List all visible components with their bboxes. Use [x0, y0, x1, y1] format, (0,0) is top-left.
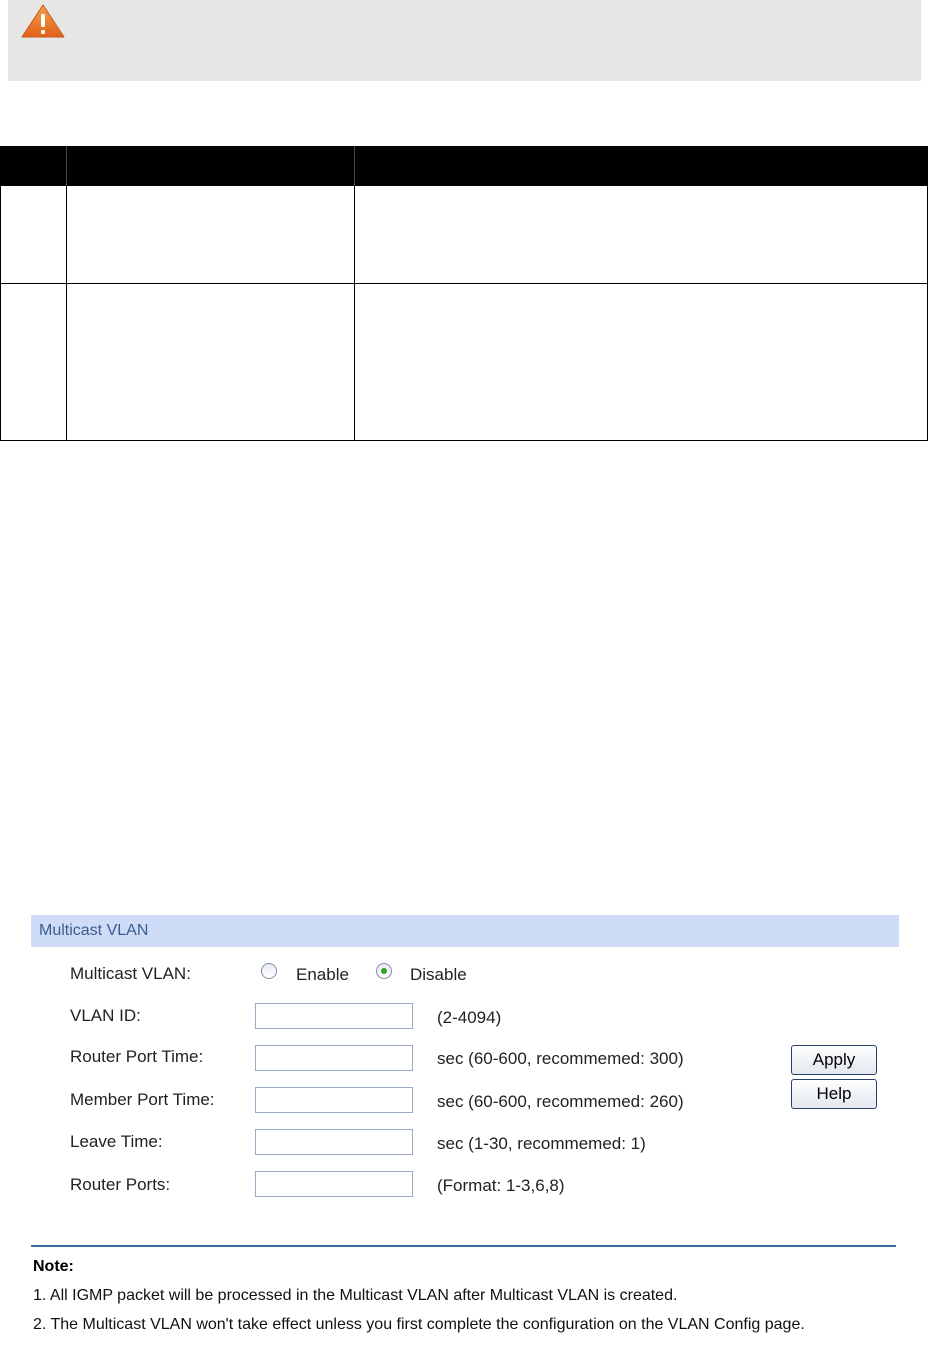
- caution-box: [8, 0, 921, 81]
- multicast-vlan-panel: [31, 915, 899, 1215]
- vlan-id-input[interactable]: [255, 1003, 413, 1029]
- leave-time-input[interactable]: [255, 1129, 413, 1155]
- router-ports-label: Router Ports:: [70, 1175, 171, 1194]
- note-item: 1. All IGMP packet will be processed in the Multicast VLAN after Multicast VLAN is created.: [33, 1287, 678, 1304]
- multicast-vlan-label: Multicast VLAN:: [70, 964, 191, 983]
- warning-triangle-icon: [20, 3, 66, 39]
- member-port-time-input[interactable]: [255, 1087, 413, 1113]
- router-port-time-input[interactable]: [255, 1045, 413, 1071]
- router-ports-hint: (Format: 1-3,6,8): [437, 1176, 565, 1195]
- help-button[interactable]: Help: [791, 1079, 877, 1109]
- radio-selected-dot: [381, 968, 387, 974]
- leave-time-hint: sec (1-30, recommemed: 1): [437, 1134, 646, 1153]
- leave-time-label: Leave Time:: [70, 1132, 163, 1151]
- note-title: Note:: [33, 1258, 74, 1275]
- member-port-time-hint: sec (60-600, recommemed: 260): [437, 1092, 684, 1111]
- disable-radio[interactable]: [376, 963, 392, 979]
- table-header-divider: [354, 146, 355, 186]
- enable-radio-label[interactable]: Enable: [296, 965, 349, 984]
- table-body: [0, 186, 928, 441]
- router-ports-input[interactable]: [255, 1171, 413, 1197]
- table-header-row: [0, 146, 928, 186]
- router-port-time-label: Router Port Time:: [70, 1047, 204, 1066]
- document-table: [0, 146, 928, 441]
- table-column-divider: [354, 186, 355, 441]
- table-column-divider: [66, 186, 67, 441]
- table-header-divider: [66, 146, 67, 186]
- vlan-id-label: VLAN ID:: [70, 1006, 141, 1025]
- table-row-divider: [0, 283, 928, 284]
- apply-button[interactable]: Apply: [791, 1045, 877, 1075]
- note-item: 2. The Multicast VLAN won't take effect unless you first complete the configuration on the VLAN Config page.: [33, 1316, 805, 1333]
- vlan-id-hint: (2-4094): [437, 1008, 502, 1027]
- panel-title: Multicast VLAN: [31, 915, 899, 947]
- router-port-time-hint: sec (60-600, recommemed: 300): [437, 1049, 684, 1068]
- note-divider: [31, 1245, 896, 1247]
- enable-radio[interactable]: [261, 963, 277, 979]
- disable-radio-label[interactable]: Disable: [410, 965, 467, 984]
- member-port-time-label: Member Port Time:: [70, 1090, 215, 1109]
